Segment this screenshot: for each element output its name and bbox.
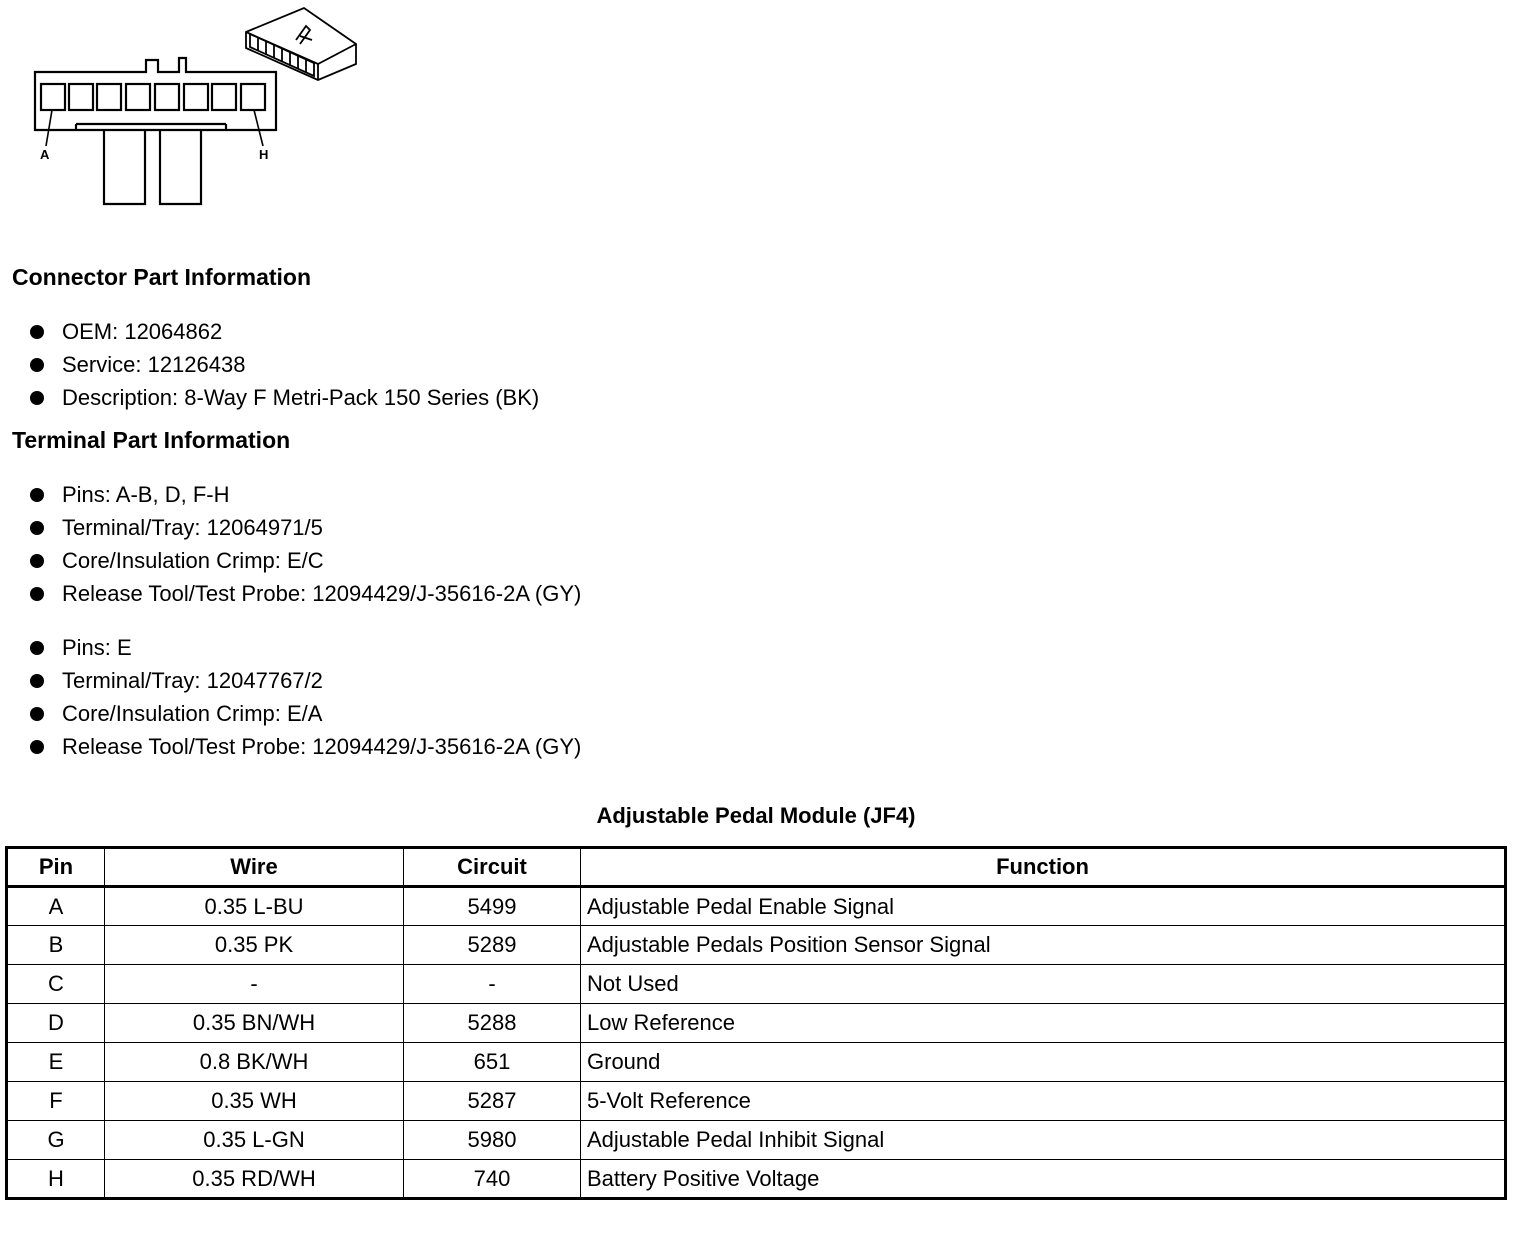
list-item: Core/Insulation Crimp: E/C [28,544,581,577]
list-item: Pins: A-B, D, F-H [28,478,581,511]
list-item: Terminal/Tray: 12047767/2 [28,664,581,697]
cell-circuit: 5288 [404,1004,581,1043]
cell-wire: 0.35 WH [105,1082,404,1121]
header-function: Function [581,848,1506,887]
connector-list [28,315,539,414]
bullet-icon [30,707,44,721]
header-pin: Pin [7,848,105,887]
connector-iso-icon [246,8,356,80]
table-row [7,1004,1506,1043]
cell-wire: 0.35 L-GN [105,1121,404,1160]
list-item: Service: 12126438 [28,348,539,381]
cell-circuit: 5499 [404,887,581,926]
cell-wire: - [105,965,404,1004]
table-row [7,1121,1506,1160]
bullet-icon [30,587,44,601]
table-title: Adjustable Pedal Module (JF4) [596,803,916,828]
bullet-icon [30,488,44,502]
cell-circuit: - [404,965,581,1004]
cell-function: Adjustable Pedal Enable Signal [581,887,1506,926]
bullet-icon [30,325,44,339]
terminal-heading: Terminal Part Information [12,427,291,453]
cell-wire: 0.35 PK [105,926,404,965]
cell-function: Battery Positive Voltage [581,1160,1506,1199]
bullet-icon [30,358,44,372]
bullet-icon [30,740,44,754]
header-circuit: Circuit [404,848,581,887]
list-item: Terminal/Tray: 12064971/5 [28,511,581,544]
cell-pin: G [7,1121,105,1160]
list-item: Pins: E [28,631,581,664]
table-row [7,887,1506,926]
terminal-list-2 [28,631,581,763]
cell-pin: D [7,1004,105,1043]
bullet-icon [30,641,44,655]
cell-function: Not Used [581,965,1506,1004]
connector-heading: Connector Part Information [12,264,312,290]
table-header-row [7,848,1506,887]
bullet-icon [30,391,44,405]
list-item: Release Tool/Test Probe: 12094429/J-35616-2A (GY) [28,577,581,610]
cell-function: Ground [581,1043,1506,1082]
cell-pin: E [7,1043,105,1082]
bullet-icon [30,521,44,535]
connector-diagram [0,0,380,220]
table-row [7,926,1506,965]
cell-wire: 0.8 BK/WH [105,1043,404,1082]
list-item: Description: 8-Way F Metri-Pack 150 Series (BK) [28,381,539,414]
list-item: Release Tool/Test Probe: 12094429/J-35616-2A (GY) [28,730,581,763]
pin-a-label: A [40,147,50,162]
cell-pin: H [7,1160,105,1199]
cell-circuit: 5287 [404,1082,581,1121]
cell-circuit: 740 [404,1160,581,1199]
cell-pin: C [7,965,105,1004]
terminal-list-1 [28,478,581,610]
table-row [7,965,1506,1004]
cell-function: Low Reference [581,1004,1506,1043]
cell-pin: B [7,926,105,965]
cell-circuit: 5980 [404,1121,581,1160]
cell-pin: A [7,887,105,926]
list-item: Core/Insulation Crimp: E/A [28,697,581,730]
bullet-icon [30,674,44,688]
table-row [7,1082,1506,1121]
cell-wire: 0.35 L-BU [105,887,404,926]
cell-wire: 0.35 BN/WH [105,1004,404,1043]
cell-circuit: 651 [404,1043,581,1082]
table-row [7,1160,1506,1199]
cell-function: Adjustable Pedal Inhibit Signal [581,1121,1506,1160]
pin-h-label: H [259,147,269,162]
cell-circuit: 5289 [404,926,581,965]
cell-function: Adjustable Pedals Position Sensor Signal [581,926,1506,965]
pin-table [5,846,1507,1200]
cell-function: 5-Volt Reference [581,1082,1506,1121]
cell-pin: F [7,1082,105,1121]
cell-wire: 0.35 RD/WH [105,1160,404,1199]
header-wire: Wire [105,848,404,887]
bullet-icon [30,554,44,568]
table-row [7,1043,1506,1082]
list-item: OEM: 12064862 [28,315,539,348]
